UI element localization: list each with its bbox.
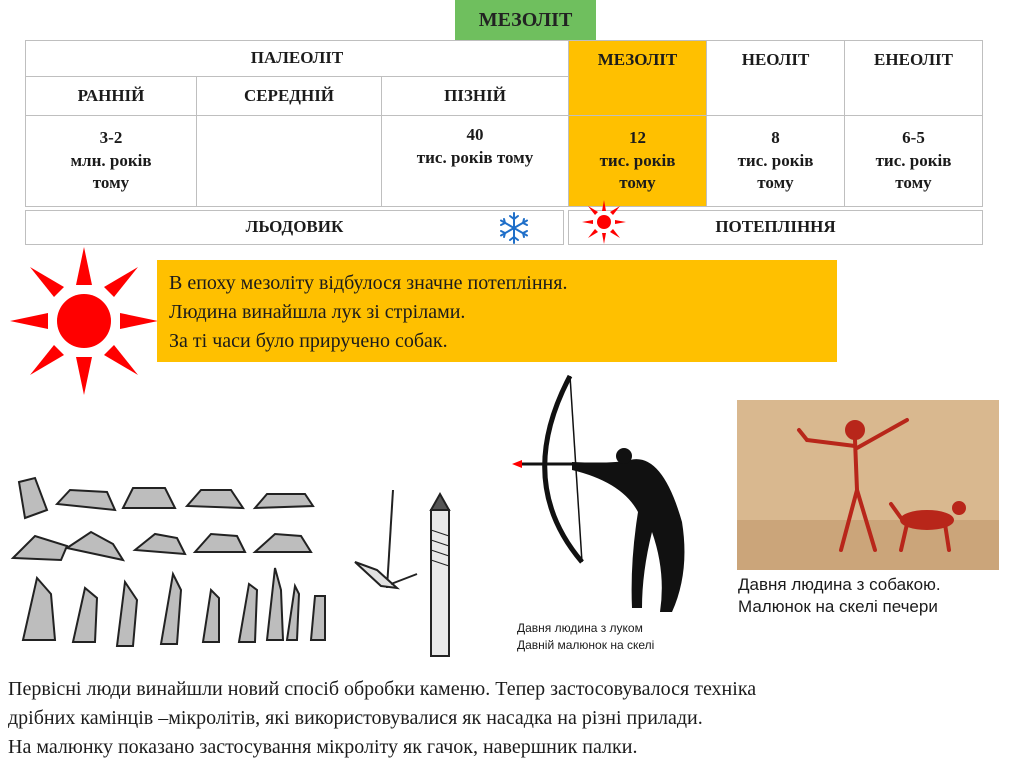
sun-icon	[8, 245, 160, 397]
header-eneolit: ЕНЕОЛІТ	[844, 40, 983, 116]
subheader-ranniy: РАННІЙ	[25, 76, 197, 116]
info-line: За ті часи було приручено собак.	[169, 330, 448, 352]
description-line: Первісні люди винайшли новий спосіб обробки каменю. Тепер застосовувалося техніка	[8, 678, 757, 700]
date-seredniy	[196, 115, 382, 207]
date-neolit: 8 тис. років тому	[706, 115, 845, 207]
rock-painting-image	[737, 400, 999, 570]
info-box	[157, 260, 837, 362]
description-line: дрібних камінців –мікролітів, які використовувалися як насадка на різні прилади.	[8, 707, 703, 729]
archer-illustration	[512, 372, 702, 620]
page-title: МЕЗОЛІТ	[455, 0, 596, 40]
bottom-description	[8, 675, 1018, 762]
description-line: На малюнку показано застосування мікроліту як гачок, навершник палки.	[8, 736, 638, 758]
microliths-illustration	[5, 470, 505, 660]
archer-caption: Давня людина з луком Давній малюнок на скелі	[517, 621, 655, 653]
climate-glacier: ЛЬОДОВИК	[25, 210, 564, 245]
subheader-pizniy: ПІЗНІЙ	[381, 76, 569, 116]
subheader-seredniy: СЕРЕДНІЙ	[196, 76, 382, 116]
info-line: Людина винайшла лук зі стрілами.	[169, 301, 466, 323]
small-sun-icon	[580, 198, 628, 246]
snowflake-icon	[495, 211, 533, 245]
climate-warming: ПОТЕПЛІННЯ	[568, 210, 983, 245]
date-eneolit: 6-5 тис. років тому	[844, 115, 983, 207]
header-mezolit: МЕЗОЛІТ	[568, 40, 707, 116]
info-line: В епоху мезоліту відбулося значне потепління.	[169, 272, 568, 294]
dog-caption: Давня людина з собакою. Малюнок на скелі печери	[738, 575, 941, 617]
date-ranniy: 3-2 млн. років тому	[25, 115, 197, 207]
header-paleolit: ПАЛЕОЛІТ	[25, 40, 569, 77]
header-neolit: НЕОЛІТ	[706, 40, 845, 116]
date-mezolit: 12 тис. років тому	[568, 115, 707, 207]
date-pizniy: 40 тис. років тому	[381, 115, 569, 207]
